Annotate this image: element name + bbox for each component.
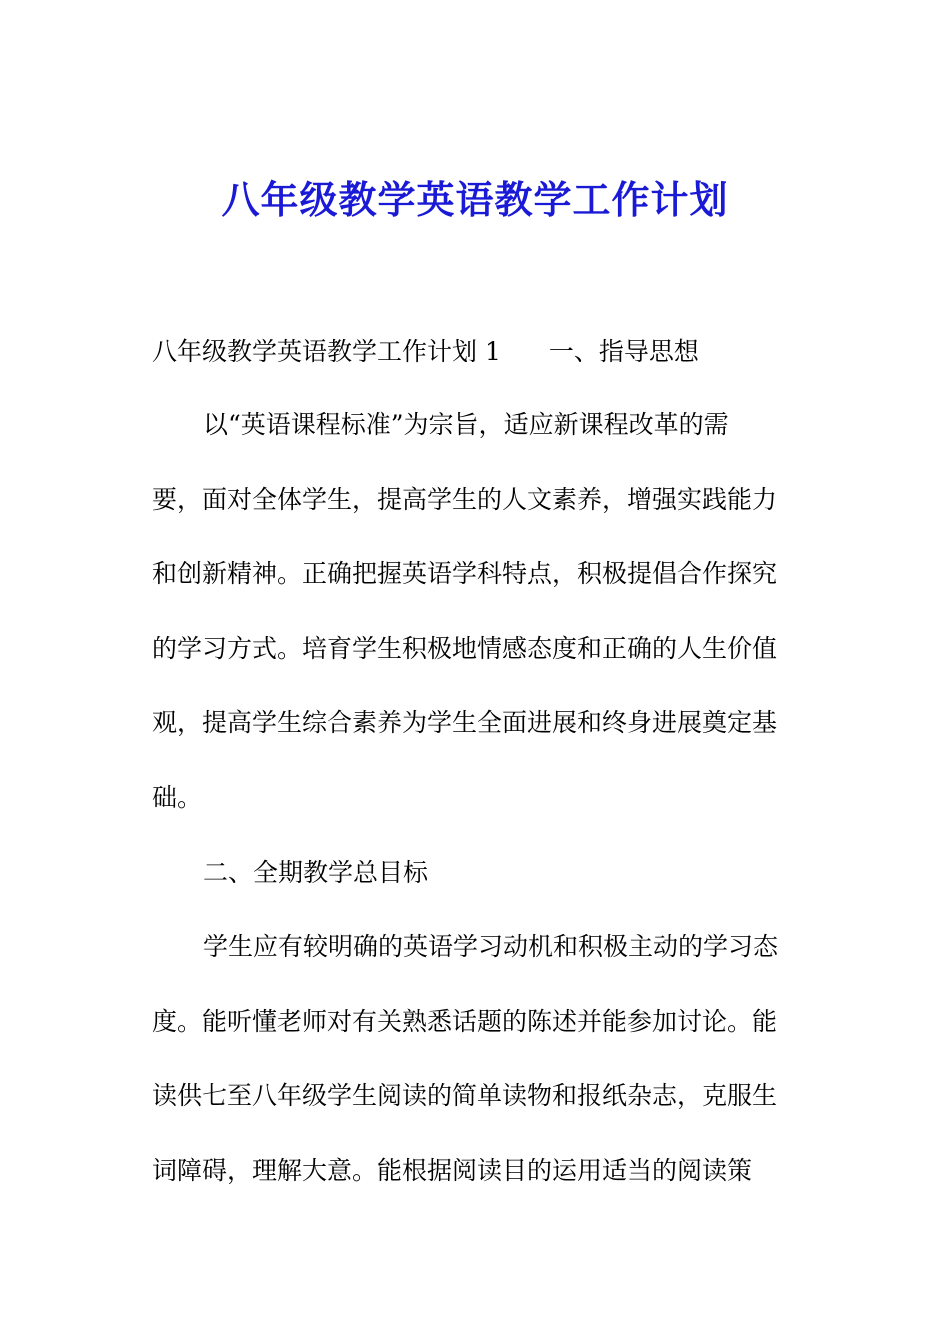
section-heading-1: 一、指导思想 [548,337,699,366]
paragraph-1-line-6: 础。 [152,783,203,812]
paragraph-1-line-5: 观，提高学生综合素养为学生全面进展和终身进展奠定基 [152,708,778,737]
paragraph-1-line-2: 要，面对全体学生，提高学生的人文素养，增强实践能力 [152,485,778,514]
paragraph-2-line-3: 读供七至八年级学生阅读的简单读物和报纸杂志，克服生 [152,1081,778,1110]
section-heading-2: 二、全期教学总目标 [203,858,429,887]
paragraph-1-line-3: 和创新精神。正确把握英语学科特点，积极提倡合作探究 [152,559,778,588]
paragraph-2-line-2: 度。能听懂老师对有关熟悉话题的陈述并能参加讨论。能 [152,1007,778,1036]
paragraph-1-line-4: 的学习方式。培育学生积极地情感态度和正确的人生价值 [152,634,778,663]
lead-line [152,334,797,370]
paragraph-2-line-4: 词障碍，理解大意。能根据阅读目的运用适当的阅读策 [152,1156,753,1185]
plan-subtitle: 八年级教学英语教学工作计划 1 [152,337,501,366]
paragraph-1-line-1: 以“英语课程标准”为宗旨，适应新课程改革的需 [203,410,729,439]
document-title: 八年级教学英语教学工作计划 [221,177,729,222]
paragraph-2-line-1: 学生应有较明确的英语学习动机和积极主动的学习态 [203,932,779,961]
